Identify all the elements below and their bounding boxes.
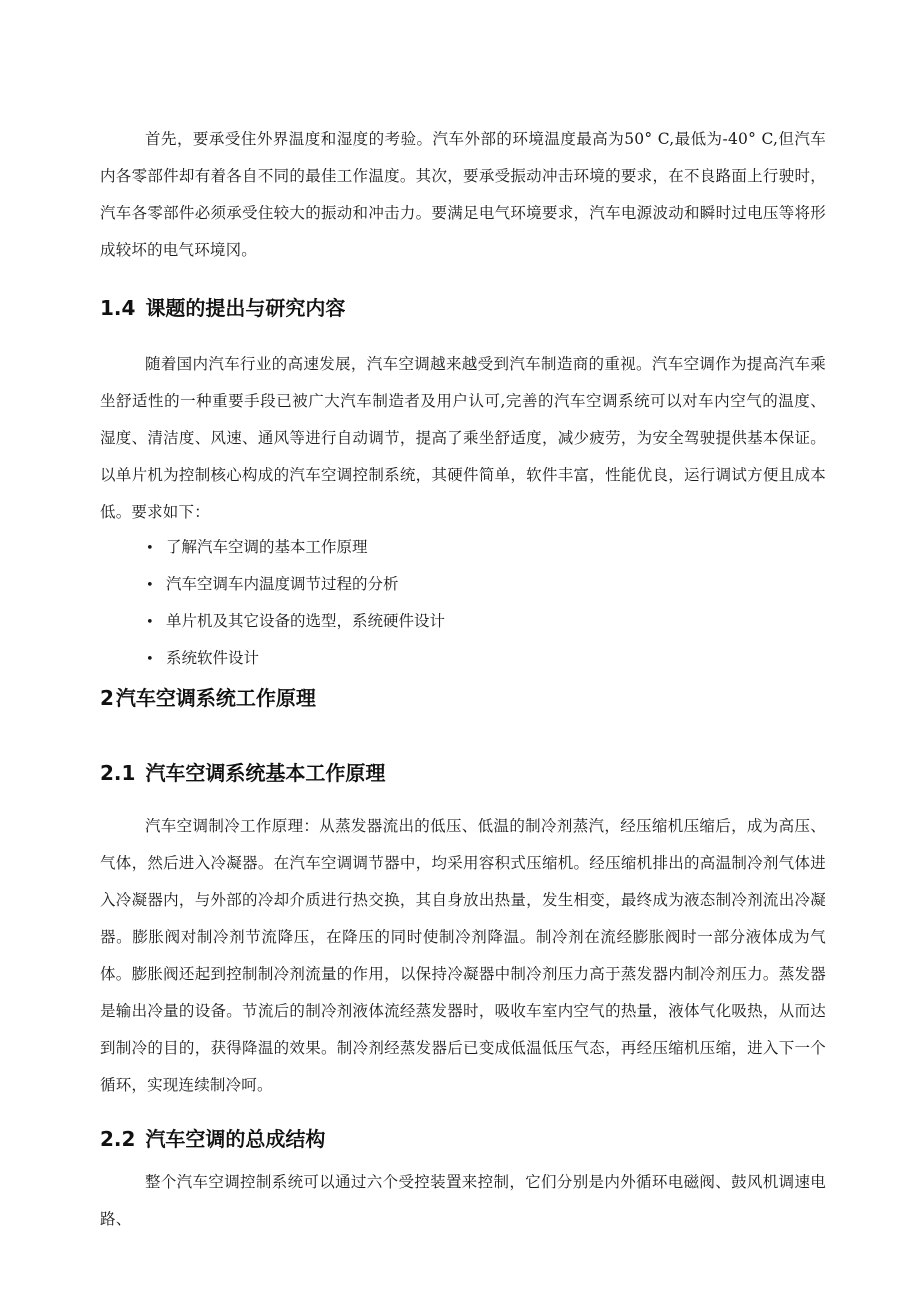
heading-2-1: [100, 757, 385, 786]
heading-number: 2.1: [100, 761, 136, 785]
heading-number: 1.4: [100, 296, 136, 320]
paragraph-cooling-principle: 汽车空调制冷工作原理：从蒸发器流出的低压、低温的制冷剂蒸汽，经压缩机压缩后，成为高压、气体，然后进入冷凝器。在汽车空调调节器中，均采用容积式压缩机。经压缩机排出的高温制冷剂气体进入冷凝器内，与外部的冷却介质进行热交换，其自身放出热量，发生相变，最终成为液态制冷剂流出冷凝器。膨胀阀对制冷剂节流降压，在降压的同时使制冷剂降温。制冷剂在流经膨胀阀时一部分液体成为气体。膨胀阀还起到控制制冷剂流量的作用，以保持冷凝器中制冷剂压力高于蒸发器内制冷剂压力。蒸发器是输出冷量的设备。节流后的制冷剂液体流经蒸发器时，吸收车室内空气的热量，液体气化吸热，从而达到制冷的目的，获得降温的效果。制冷剂经蒸发器后已变成低温低压气态，再经压缩机压缩，进入下一个循环，实现连续制冷呵。: [100, 817, 826, 1094]
heading-text: 汽车空调系统基本工作原理: [145, 761, 386, 785]
heading-number: 2.2: [100, 1127, 136, 1151]
bullet-icon: •: [146, 541, 154, 556]
bullet-icon: •: [146, 578, 154, 593]
paragraph-research-background: 随着国内汽车行业的高速发展，汽车空调越来越受到汽车制造商的重视。汽车空调作为提高汽车乘坐舒适性的一种重要手段已被广大汽车制造者及用户认可,完善的汽车空调系统可以对车内空气的温度、湿度、清洁度、风速、通风等进行自动调节，提高了乘坐舒适度，减少疲劳，为安全驾驶提供基本保证。以单片机为控制核心构成的汽车空调控制系统，其硬件简单，软件丰富，性能优良，运行调试方便且成本低。要求如下：: [100, 355, 826, 521]
heading-text: 课题的提出与研究内容: [145, 296, 346, 320]
paragraph-environment-requirements: 首先，要承受住外界温度和湿度的考验。汽车外部的环境温度最高为50° C,最低为-40° C,但汽车内各零部件却有着各自不同的最佳工作温度。其次，要承受振动冲击环境的要求，在不良路面上行驶时，汽车各零部件必须承受住较大的振动和冲击力。要满足电气环境要求，汽车电源波动和瞬时过电压等将形成较坏的电气环境冈。: [100, 130, 826, 259]
list-item: • 汽车空调车内温度调节过程的分析: [146, 566, 445, 603]
paragraph-assembly-structure: 整个汽车空调控制系统可以通过六个受控装置来控制，它们分别是内外循环电磁阀、鼓风机调速电路、: [100, 1173, 826, 1228]
heading-text: 汽车空调系统工作原理: [115, 686, 316, 710]
bullet-icon: •: [146, 615, 154, 630]
list-item: • 系统软件设计: [146, 640, 445, 677]
heading-number: 2: [100, 686, 114, 710]
list-item: • 了解汽车空调的基本工作原理: [146, 529, 445, 566]
requirements-list: [146, 529, 445, 677]
heading-text: 汽车空调的总成结构: [145, 1127, 326, 1151]
list-item: • 单片机及其它设备的选型，系统硬件设计: [146, 603, 445, 640]
heading-1-4: [100, 292, 345, 321]
bullet-icon: •: [146, 652, 154, 667]
heading-2: [100, 682, 316, 711]
heading-2-2: [100, 1123, 325, 1152]
